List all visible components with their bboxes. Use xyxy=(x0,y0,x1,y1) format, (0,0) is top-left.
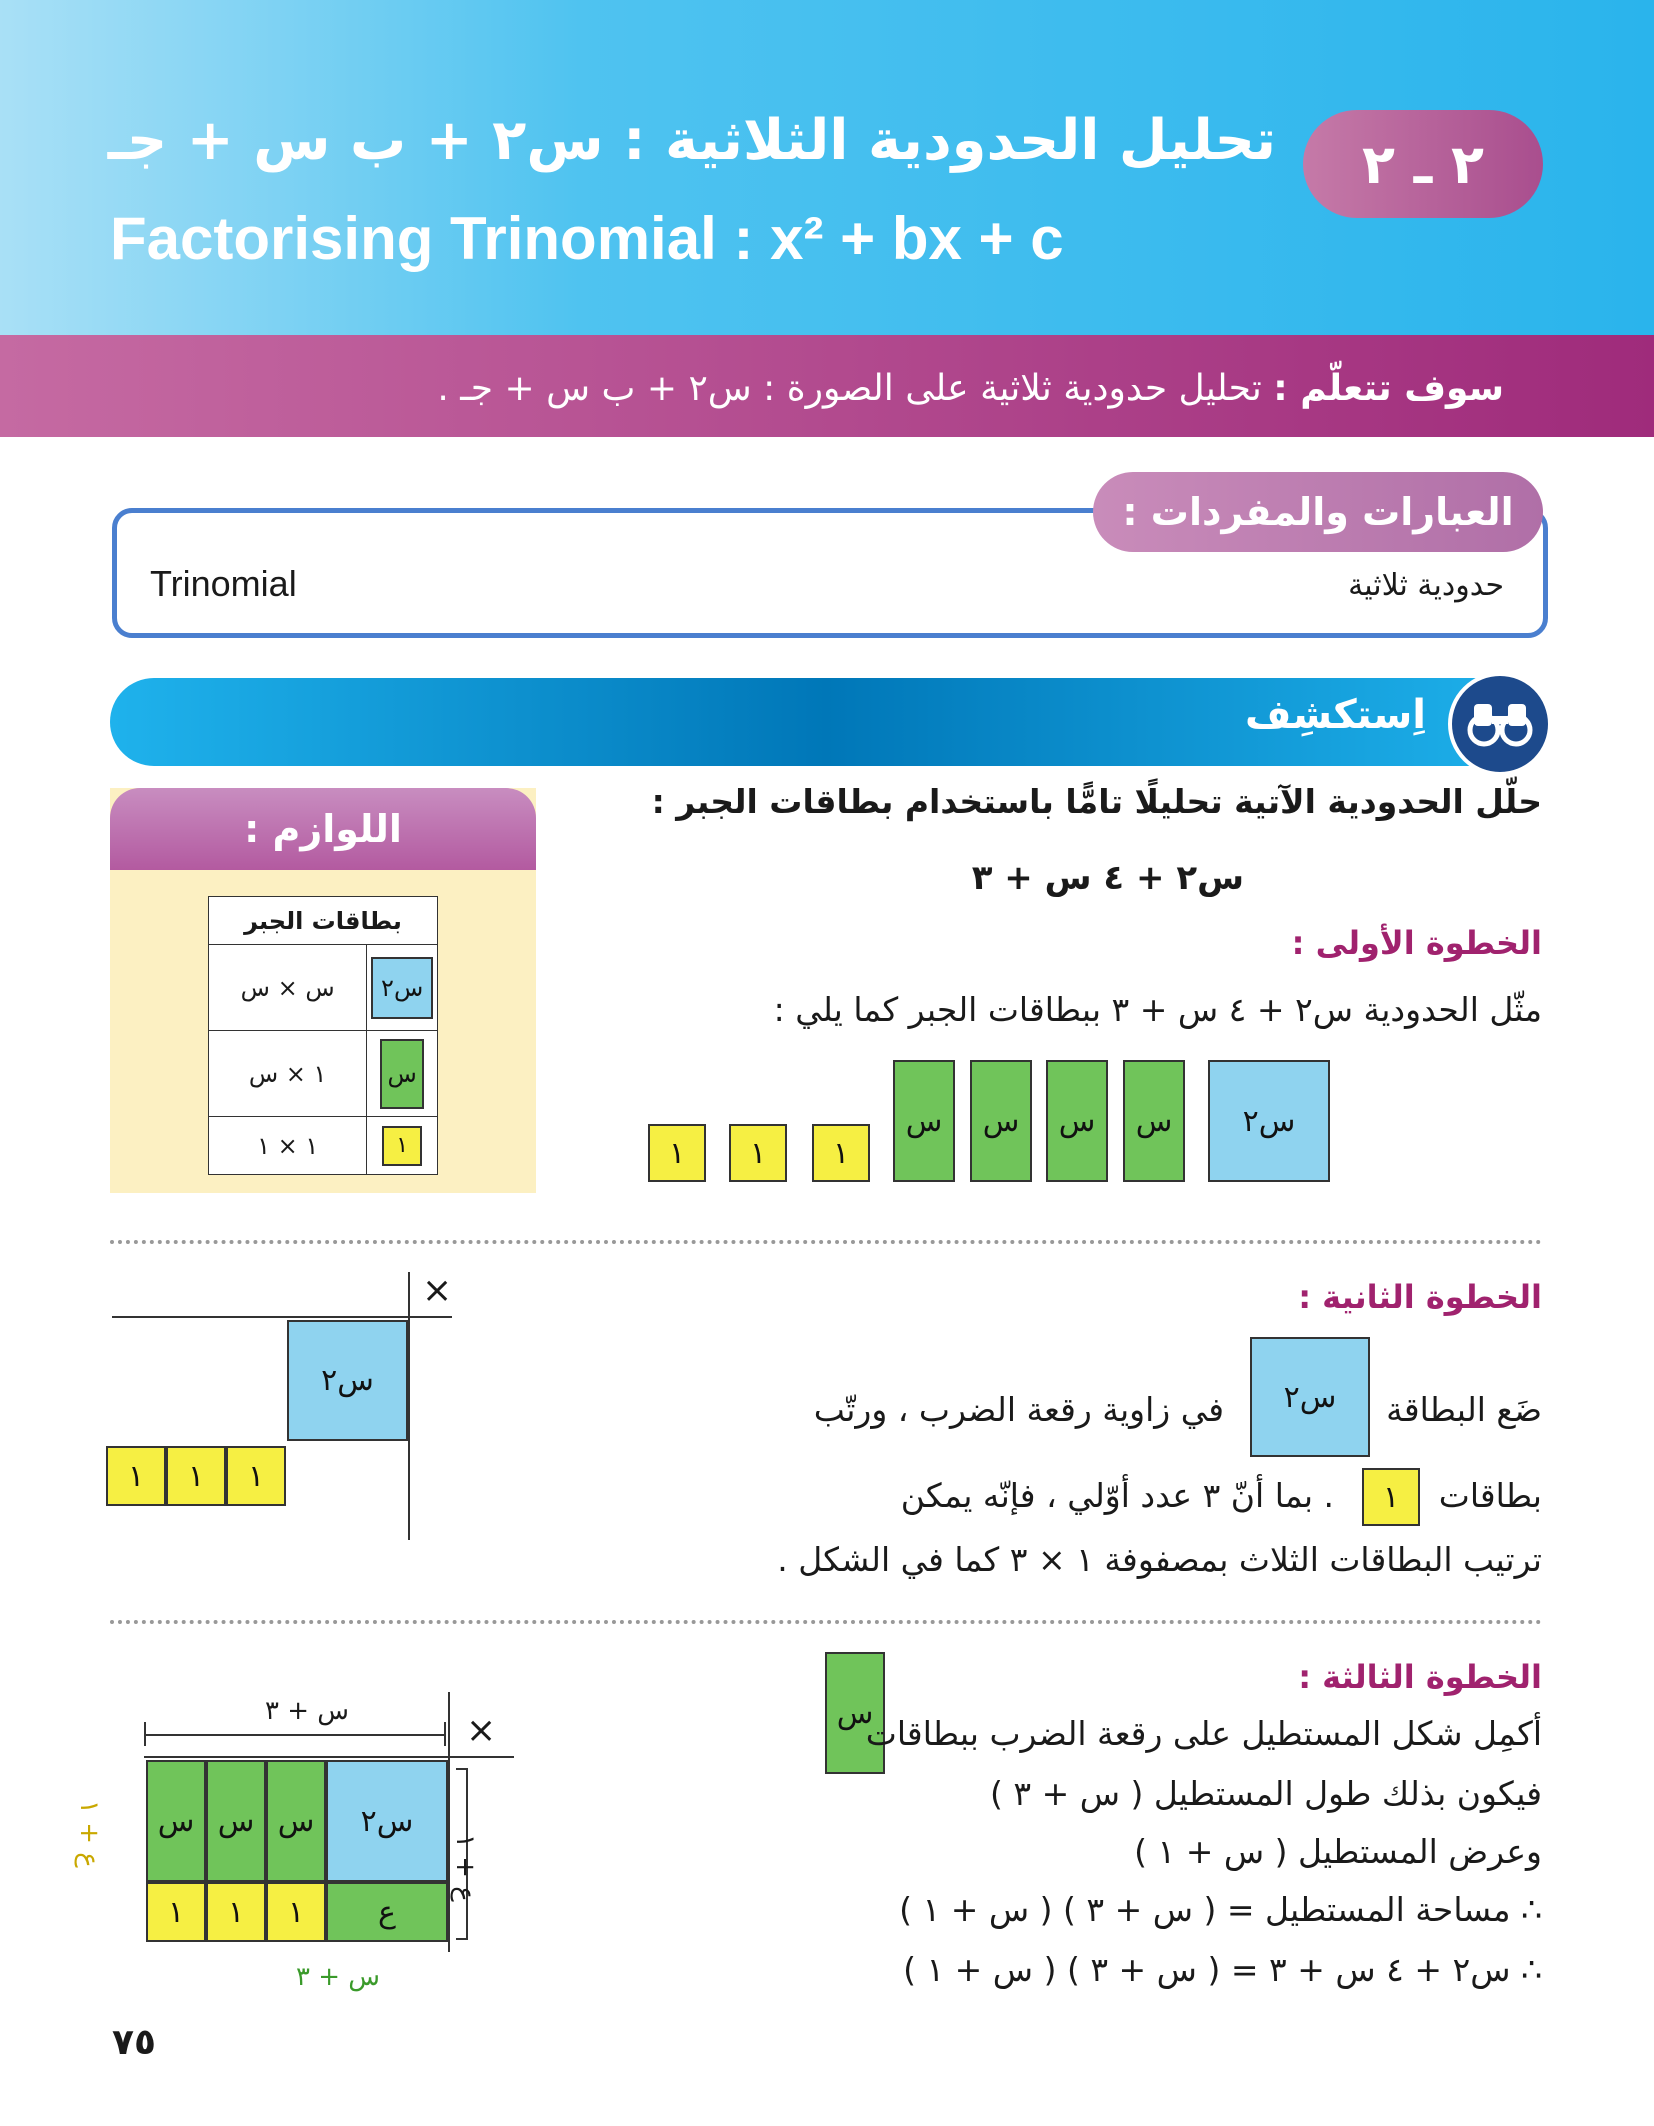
tile-x-horizontal: ع xyxy=(326,1882,448,1942)
tile-x: س xyxy=(266,1760,326,1882)
tile-one: ١ xyxy=(166,1446,226,1506)
dimension-tick xyxy=(144,1722,146,1746)
tile-one: ١ xyxy=(729,1124,787,1182)
tile-x: س xyxy=(1123,1060,1185,1182)
step3-line1: أكمِل شكل المستطيل على رقعة الضرب ببطاقات xyxy=(865,1714,1542,1753)
vocab-term-arabic: حدودية ثلاثية xyxy=(1348,568,1504,603)
tile-x: س xyxy=(146,1760,206,1882)
tile-one: ١ xyxy=(1362,1468,1420,1526)
left-dimension-label: ع + ١ xyxy=(74,1800,104,1868)
dimension-line xyxy=(144,1734,446,1736)
lesson-title-arabic: تحليل الحدودية الثلاثية : س٢ + ب س + جـ xyxy=(107,108,1276,173)
tile-x-squared: س٢ xyxy=(326,1760,448,1882)
section-number-badge: ٢ ـ ٢ xyxy=(1303,110,1543,218)
vocab-heading: العبارات والمفردات : xyxy=(1093,472,1543,552)
tile-x: س xyxy=(1046,1060,1108,1182)
bottom-dimension-label: س + ٣ xyxy=(296,1962,381,1992)
tile-desc: س × س xyxy=(209,945,367,1031)
tile-x: س xyxy=(380,1039,424,1109)
step1-title: الخطوة الأولى : xyxy=(1291,924,1542,962)
tile-one: ١ xyxy=(266,1882,326,1942)
vocab-term-english: Trinomial xyxy=(150,563,297,604)
step3-line2: فيكون بذلك طول المستطيل ( س + ٣ ) xyxy=(990,1774,1542,1813)
target-expression: س٢ + ٤ س + ٣ xyxy=(971,858,1244,898)
divider xyxy=(110,1240,1542,1244)
step1-text: مثّل الحدودية س٢ + ٤ س + ٣ ببطاقات الجبر كما يلي : xyxy=(773,990,1542,1029)
brace-tick xyxy=(456,1938,468,1940)
step2-title: الخطوة الثانية : xyxy=(1298,1278,1542,1316)
binoculars-icon xyxy=(1448,672,1552,776)
dimension-tick xyxy=(444,1722,446,1746)
tile-one: ١ xyxy=(106,1446,166,1506)
step2-line1a: ضَع البطاقة xyxy=(1386,1390,1542,1429)
divider xyxy=(110,1620,1542,1624)
step3-title: الخطوة الثالثة : xyxy=(1298,1658,1542,1696)
times-sign: × xyxy=(466,1710,497,1751)
tile-one: ١ xyxy=(812,1124,870,1182)
tile-x: س xyxy=(825,1652,885,1774)
algebra-tiles-table xyxy=(208,896,438,1175)
learn-label: سوف تتعلّم : xyxy=(1273,368,1504,409)
tile-x-squared: س٢ xyxy=(371,957,433,1019)
tile-desc: ١ × ١ xyxy=(209,1117,367,1175)
learn-objective xyxy=(437,368,1504,409)
right-dimension-label: ع + ١ xyxy=(450,1834,480,1902)
tile-x: س xyxy=(206,1760,266,1882)
tile-one: ١ xyxy=(146,1882,206,1942)
explore-label: اِستكشِف xyxy=(1245,692,1426,738)
tile-x: س xyxy=(970,1060,1032,1182)
times-sign: × xyxy=(422,1270,453,1311)
mult-mat-horizontal xyxy=(112,1316,452,1318)
top-dimension-label: س + ٣ xyxy=(265,1696,350,1726)
mult-mat-horizontal xyxy=(144,1756,514,1758)
mult-mat-vertical xyxy=(408,1272,410,1540)
tile-one: ١ xyxy=(648,1124,706,1182)
tile-x: س xyxy=(893,1060,955,1182)
tile-desc: ١ × س xyxy=(209,1031,367,1117)
tile-one: ١ xyxy=(226,1446,286,1506)
tile-x-squared: س٢ xyxy=(1208,1060,1330,1182)
lesson-title-english: Factorising Trinomial : x² + bx + c xyxy=(110,205,1064,272)
step2-line2b: . بما أنّ ٣ عدد أوّلي ، فإنّه يمكن xyxy=(900,1476,1334,1515)
brace-tick xyxy=(456,1768,468,1770)
tools-heading: اللوازم : xyxy=(110,788,536,870)
step3-line3: وعرض المستطيل ( س + ١ ) xyxy=(1134,1832,1542,1871)
step3-line4: ∴ مساحة المستطيل = ( س + ٣ ) ( س + ١ ) xyxy=(899,1890,1542,1929)
explore-instruction: حلّل الحدودية الآتية تحليلًا تامًّا باستخدام بطاقات الجبر : xyxy=(651,782,1542,821)
page-number: ٧٥ xyxy=(112,2022,156,2063)
tile-x-squared: س٢ xyxy=(1250,1337,1370,1457)
mult-mat-vertical xyxy=(448,1692,450,1952)
tile-one: ١ xyxy=(382,1126,422,1166)
step3-line5: ∴ س٢ + ٤ س + ٣ = ( س + ٣ ) ( س + ١ ) xyxy=(903,1950,1542,1989)
tile-one: ١ xyxy=(206,1882,266,1942)
tile-x-squared: س٢ xyxy=(287,1320,408,1441)
step2-line3: ترتيب البطاقات الثلاث بمصفوفة ١ × ٣ كما في الشكل . xyxy=(777,1540,1542,1579)
learn-objective-text: تحليل حدودية ثلاثية على الصورة : س٢ + ب س + جـ . xyxy=(437,368,1262,409)
step2-line2a: بطاقات xyxy=(1438,1476,1542,1515)
tools-table-header: بطاقات الجبر xyxy=(209,897,438,945)
step2-line1b: في زاوية رقعة الضرب ، ورتّب xyxy=(813,1390,1224,1429)
